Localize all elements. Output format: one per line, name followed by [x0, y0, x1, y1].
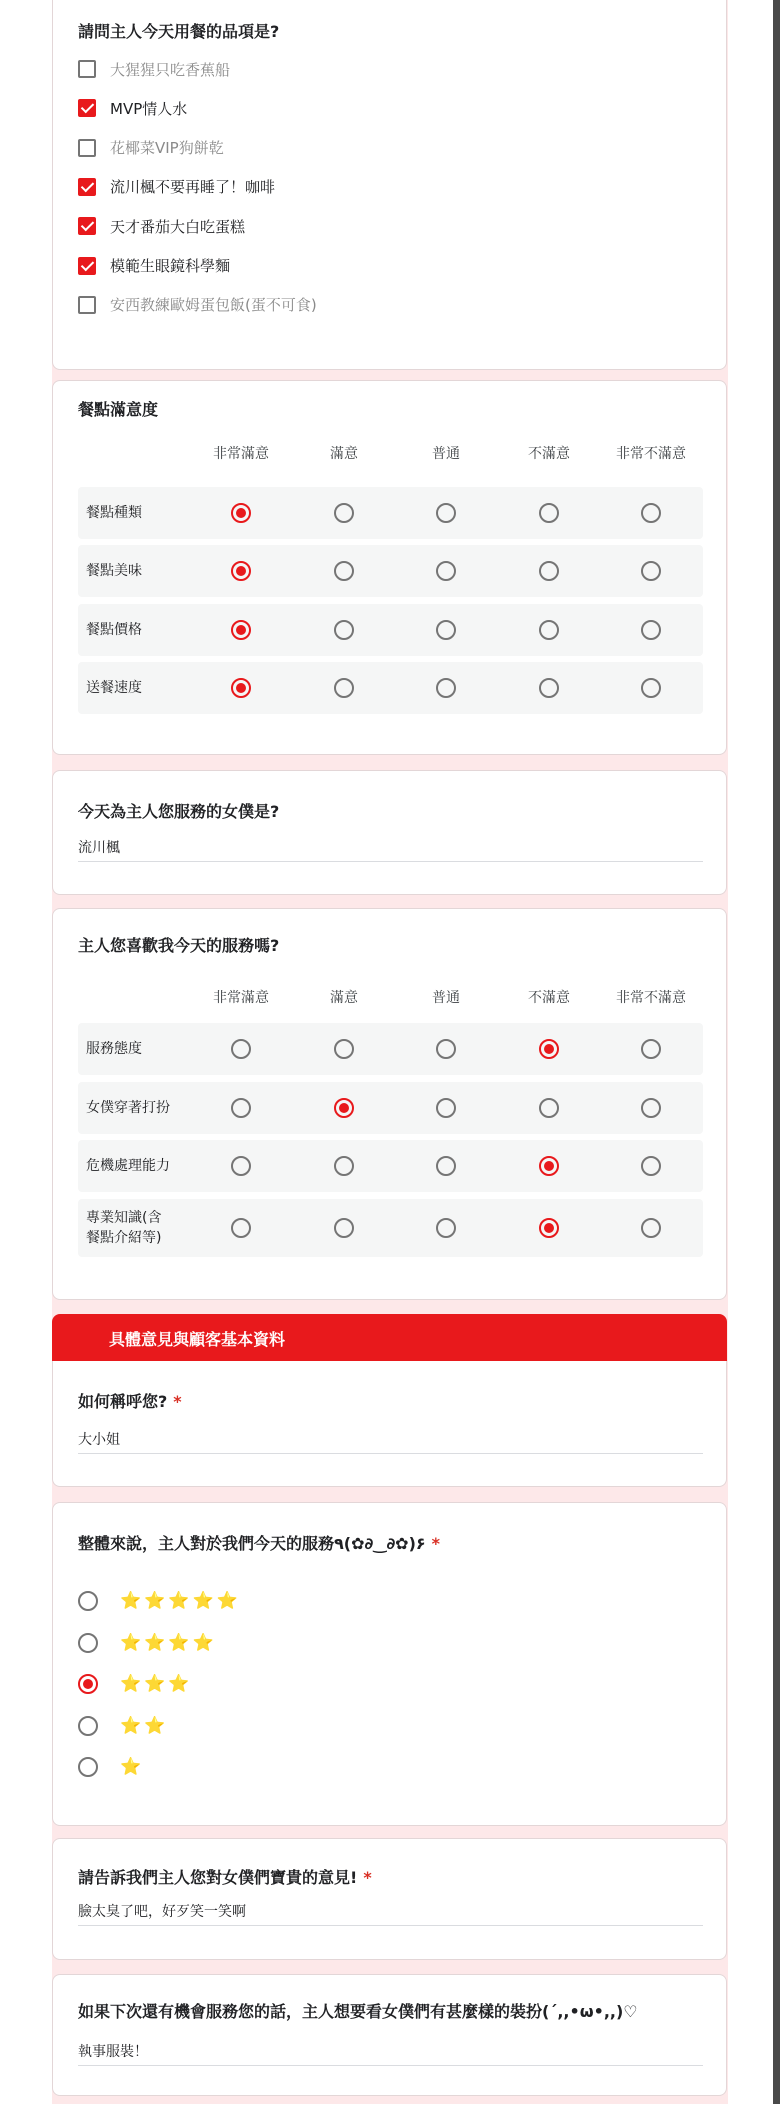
- scrollbar[interactable]: [773, 0, 780, 2104]
- radio-button[interactable]: [334, 503, 354, 523]
- left-gutter: [0, 0, 52, 2104]
- radio-button[interactable]: [231, 620, 251, 640]
- radio-button[interactable]: [436, 561, 456, 581]
- star-icons: ⭐⭐⭐⭐: [120, 1632, 217, 1653]
- question-title: [78, 1865, 372, 1888]
- radio-button[interactable]: [641, 561, 661, 581]
- question-title: 主人您喜歡我今天的服務嗎?: [78, 936, 280, 955]
- checkbox-label: 天才番茄大白吃蛋糕: [110, 217, 246, 236]
- radio-button[interactable]: [334, 1218, 354, 1238]
- checkbox[interactable]: [78, 99, 96, 117]
- grid-row: [78, 1199, 703, 1257]
- checkbox-label: 花椰菜VIP狗餅乾: [110, 139, 224, 158]
- grid-row-label: 送餐速度: [86, 680, 142, 696]
- opinion-answer-field[interactable]: 臉太臭了吧，好歹笑一笑啊: [78, 1901, 703, 1926]
- maid-question-card: [52, 770, 727, 895]
- costume-question-card: [52, 1974, 727, 2096]
- radio-button[interactable]: [78, 1591, 98, 1611]
- rating-option[interactable]: [78, 1671, 193, 1697]
- radio-button[interactable]: [78, 1757, 98, 1777]
- food-satisfaction-card: [52, 380, 727, 755]
- checkbox-option[interactable]: [78, 253, 230, 279]
- grid-column-header: 非常滿意: [213, 990, 269, 1006]
- opinion-question-card: [52, 1838, 727, 1960]
- radio-button[interactable]: [436, 1039, 456, 1059]
- radio-button[interactable]: [539, 561, 559, 581]
- question-text: 如何稱呼您?: [78, 1392, 168, 1411]
- checkbox[interactable]: [78, 296, 96, 314]
- checkbox-option[interactable]: [78, 95, 187, 121]
- radio-button[interactable]: [539, 678, 559, 698]
- checkbox[interactable]: [78, 217, 96, 235]
- checkbox-label: 流川楓不要再睡了！咖啡: [110, 178, 276, 197]
- radio-button[interactable]: [436, 620, 456, 640]
- checkbox-option[interactable]: [78, 174, 275, 200]
- checkbox-option[interactable]: [78, 213, 245, 239]
- radio-button[interactable]: [641, 1098, 661, 1118]
- required-mark: *: [431, 1534, 441, 1553]
- question-title: 請問主人今天用餐的品項是?: [78, 22, 280, 41]
- rating-option[interactable]: [78, 1713, 168, 1739]
- question-text: 請告訴我們主人您對女僕們寶貴的意見!: [78, 1868, 358, 1887]
- grid-row: [78, 545, 703, 597]
- radio-button[interactable]: [539, 1098, 559, 1118]
- grid-row-label-line: 餐點介紹等): [86, 1230, 162, 1246]
- radio-button[interactable]: [641, 503, 661, 523]
- star-icons: ⭐⭐⭐: [120, 1674, 193, 1694]
- radio-button[interactable]: [334, 678, 354, 698]
- checkbox[interactable]: [78, 178, 96, 196]
- grid-row-label: 餐點價格: [86, 622, 142, 638]
- radio-button[interactable]: [231, 561, 251, 581]
- radio-button[interactable]: [436, 678, 456, 698]
- radio-button[interactable]: [231, 678, 251, 698]
- radio-button[interactable]: [641, 678, 661, 698]
- question-title: [78, 1389, 182, 1412]
- items-question-card: [52, 0, 727, 370]
- grid-row-label: [86, 1199, 161, 1257]
- grid-row: [78, 1082, 703, 1134]
- radio-button[interactable]: [231, 1098, 251, 1118]
- section-header: [52, 1314, 727, 1362]
- grid-column-header: 普通: [432, 990, 460, 1006]
- grid-row: [78, 604, 703, 656]
- radio-button[interactable]: [641, 620, 661, 640]
- radio-button[interactable]: [231, 503, 251, 523]
- checkbox-label: 大猩猩只吃香蕉船: [110, 60, 231, 79]
- radio-button[interactable]: [539, 620, 559, 640]
- star-icons: ⭐⭐⭐⭐⭐: [120, 1591, 241, 1611]
- star-icons: ⭐⭐: [120, 1715, 169, 1736]
- checkbox-label: 安西教練歐姆蛋包飯(蛋不可食): [110, 296, 317, 315]
- grid-row: [78, 487, 703, 539]
- radio-button[interactable]: [436, 503, 456, 523]
- question-title: 如果下次還有機會服務您的話，主人想要看女僕們有甚麼樣的裝扮(´,,•ω•,,)♡: [78, 2002, 638, 2021]
- checkbox-label: 模範生眼鏡科學麵: [110, 257, 231, 275]
- checkbox[interactable]: [78, 139, 96, 157]
- radio-button[interactable]: [539, 1218, 559, 1238]
- star-icons: ⭐: [120, 1757, 145, 1777]
- radio-button[interactable]: [231, 1039, 251, 1059]
- question-title: [78, 1531, 440, 1554]
- name-question-card: [52, 1361, 727, 1487]
- radio-button[interactable]: [539, 1156, 559, 1176]
- radio-button[interactable]: [334, 620, 354, 640]
- radio-button[interactable]: [436, 1218, 456, 1238]
- radio-button[interactable]: [436, 1156, 456, 1176]
- radio-button[interactable]: [334, 1156, 354, 1176]
- section-title: 具體意見與顧客基本資料: [109, 1329, 286, 1349]
- rating-option[interactable]: [78, 1630, 217, 1656]
- grid-row-label: 危機處理能力: [86, 1158, 170, 1174]
- name-answer-field[interactable]: 大小姐: [78, 1429, 703, 1454]
- grid-row-label: 餐點美味: [86, 563, 142, 579]
- question-title: 今天為主人您服務的女僕是?: [78, 802, 280, 821]
- grid-column-header: 非常不滿意: [616, 446, 686, 462]
- checkbox[interactable]: [78, 60, 96, 78]
- radio-button[interactable]: [78, 1633, 98, 1653]
- radio-button[interactable]: [231, 1156, 251, 1176]
- radio-button[interactable]: [539, 1039, 559, 1059]
- rating-option[interactable]: [78, 1588, 241, 1614]
- radio-button[interactable]: [334, 1039, 354, 1059]
- radio-button[interactable]: [231, 1218, 251, 1238]
- radio-button[interactable]: [641, 1039, 661, 1059]
- checkbox-option[interactable]: [78, 56, 230, 82]
- grid-column-header: 滿意: [330, 446, 358, 462]
- grid-column-header: 不滿意: [528, 990, 570, 1006]
- costume-answer-field[interactable]: 執事服裝！: [78, 2041, 703, 2066]
- radio-button[interactable]: [641, 1218, 661, 1238]
- grid-row: [78, 662, 703, 714]
- required-mark: *: [363, 1868, 372, 1887]
- checkbox[interactable]: [78, 257, 96, 275]
- grid-row-label-line: 專業知識(含: [86, 1210, 162, 1226]
- checkbox-option[interactable]: [78, 135, 224, 161]
- grid-column-header: 滿意: [330, 990, 358, 1006]
- grid-column-header: 非常滿意: [213, 446, 269, 462]
- checkbox-option[interactable]: [78, 292, 317, 318]
- grid-row-label: 女僕穿著打扮: [86, 1100, 170, 1116]
- maid-answer-field[interactable]: 流川楓: [78, 837, 703, 862]
- question-text: 整體來說，主人對於我們今天的服務٩(✿∂‿∂✿)۶: [78, 1534, 426, 1553]
- service-satisfaction-card: [52, 908, 727, 1300]
- overall-rating-card: [52, 1502, 727, 1826]
- checkbox-label: MVP情人水: [110, 99, 188, 118]
- radio-button[interactable]: [334, 561, 354, 581]
- radio-button[interactable]: [334, 1098, 354, 1118]
- radio-button[interactable]: [78, 1674, 98, 1694]
- radio-button[interactable]: [539, 503, 559, 523]
- required-mark: *: [173, 1392, 182, 1411]
- grid-column-header: 不滿意: [528, 446, 570, 462]
- radio-button[interactable]: [78, 1716, 98, 1736]
- rating-option[interactable]: [78, 1754, 144, 1780]
- grid-row: [78, 1140, 703, 1192]
- grid-row: [78, 1023, 703, 1075]
- radio-button[interactable]: [641, 1156, 661, 1176]
- grid-column-header: 非常不滿意: [616, 990, 686, 1006]
- question-title: 餐點滿意度: [78, 400, 159, 419]
- grid-row-label: 服務態度: [86, 1041, 142, 1057]
- grid-column-header: 普通: [432, 446, 460, 462]
- grid-row-label: 餐點種類: [86, 505, 142, 521]
- radio-button[interactable]: [436, 1098, 456, 1118]
